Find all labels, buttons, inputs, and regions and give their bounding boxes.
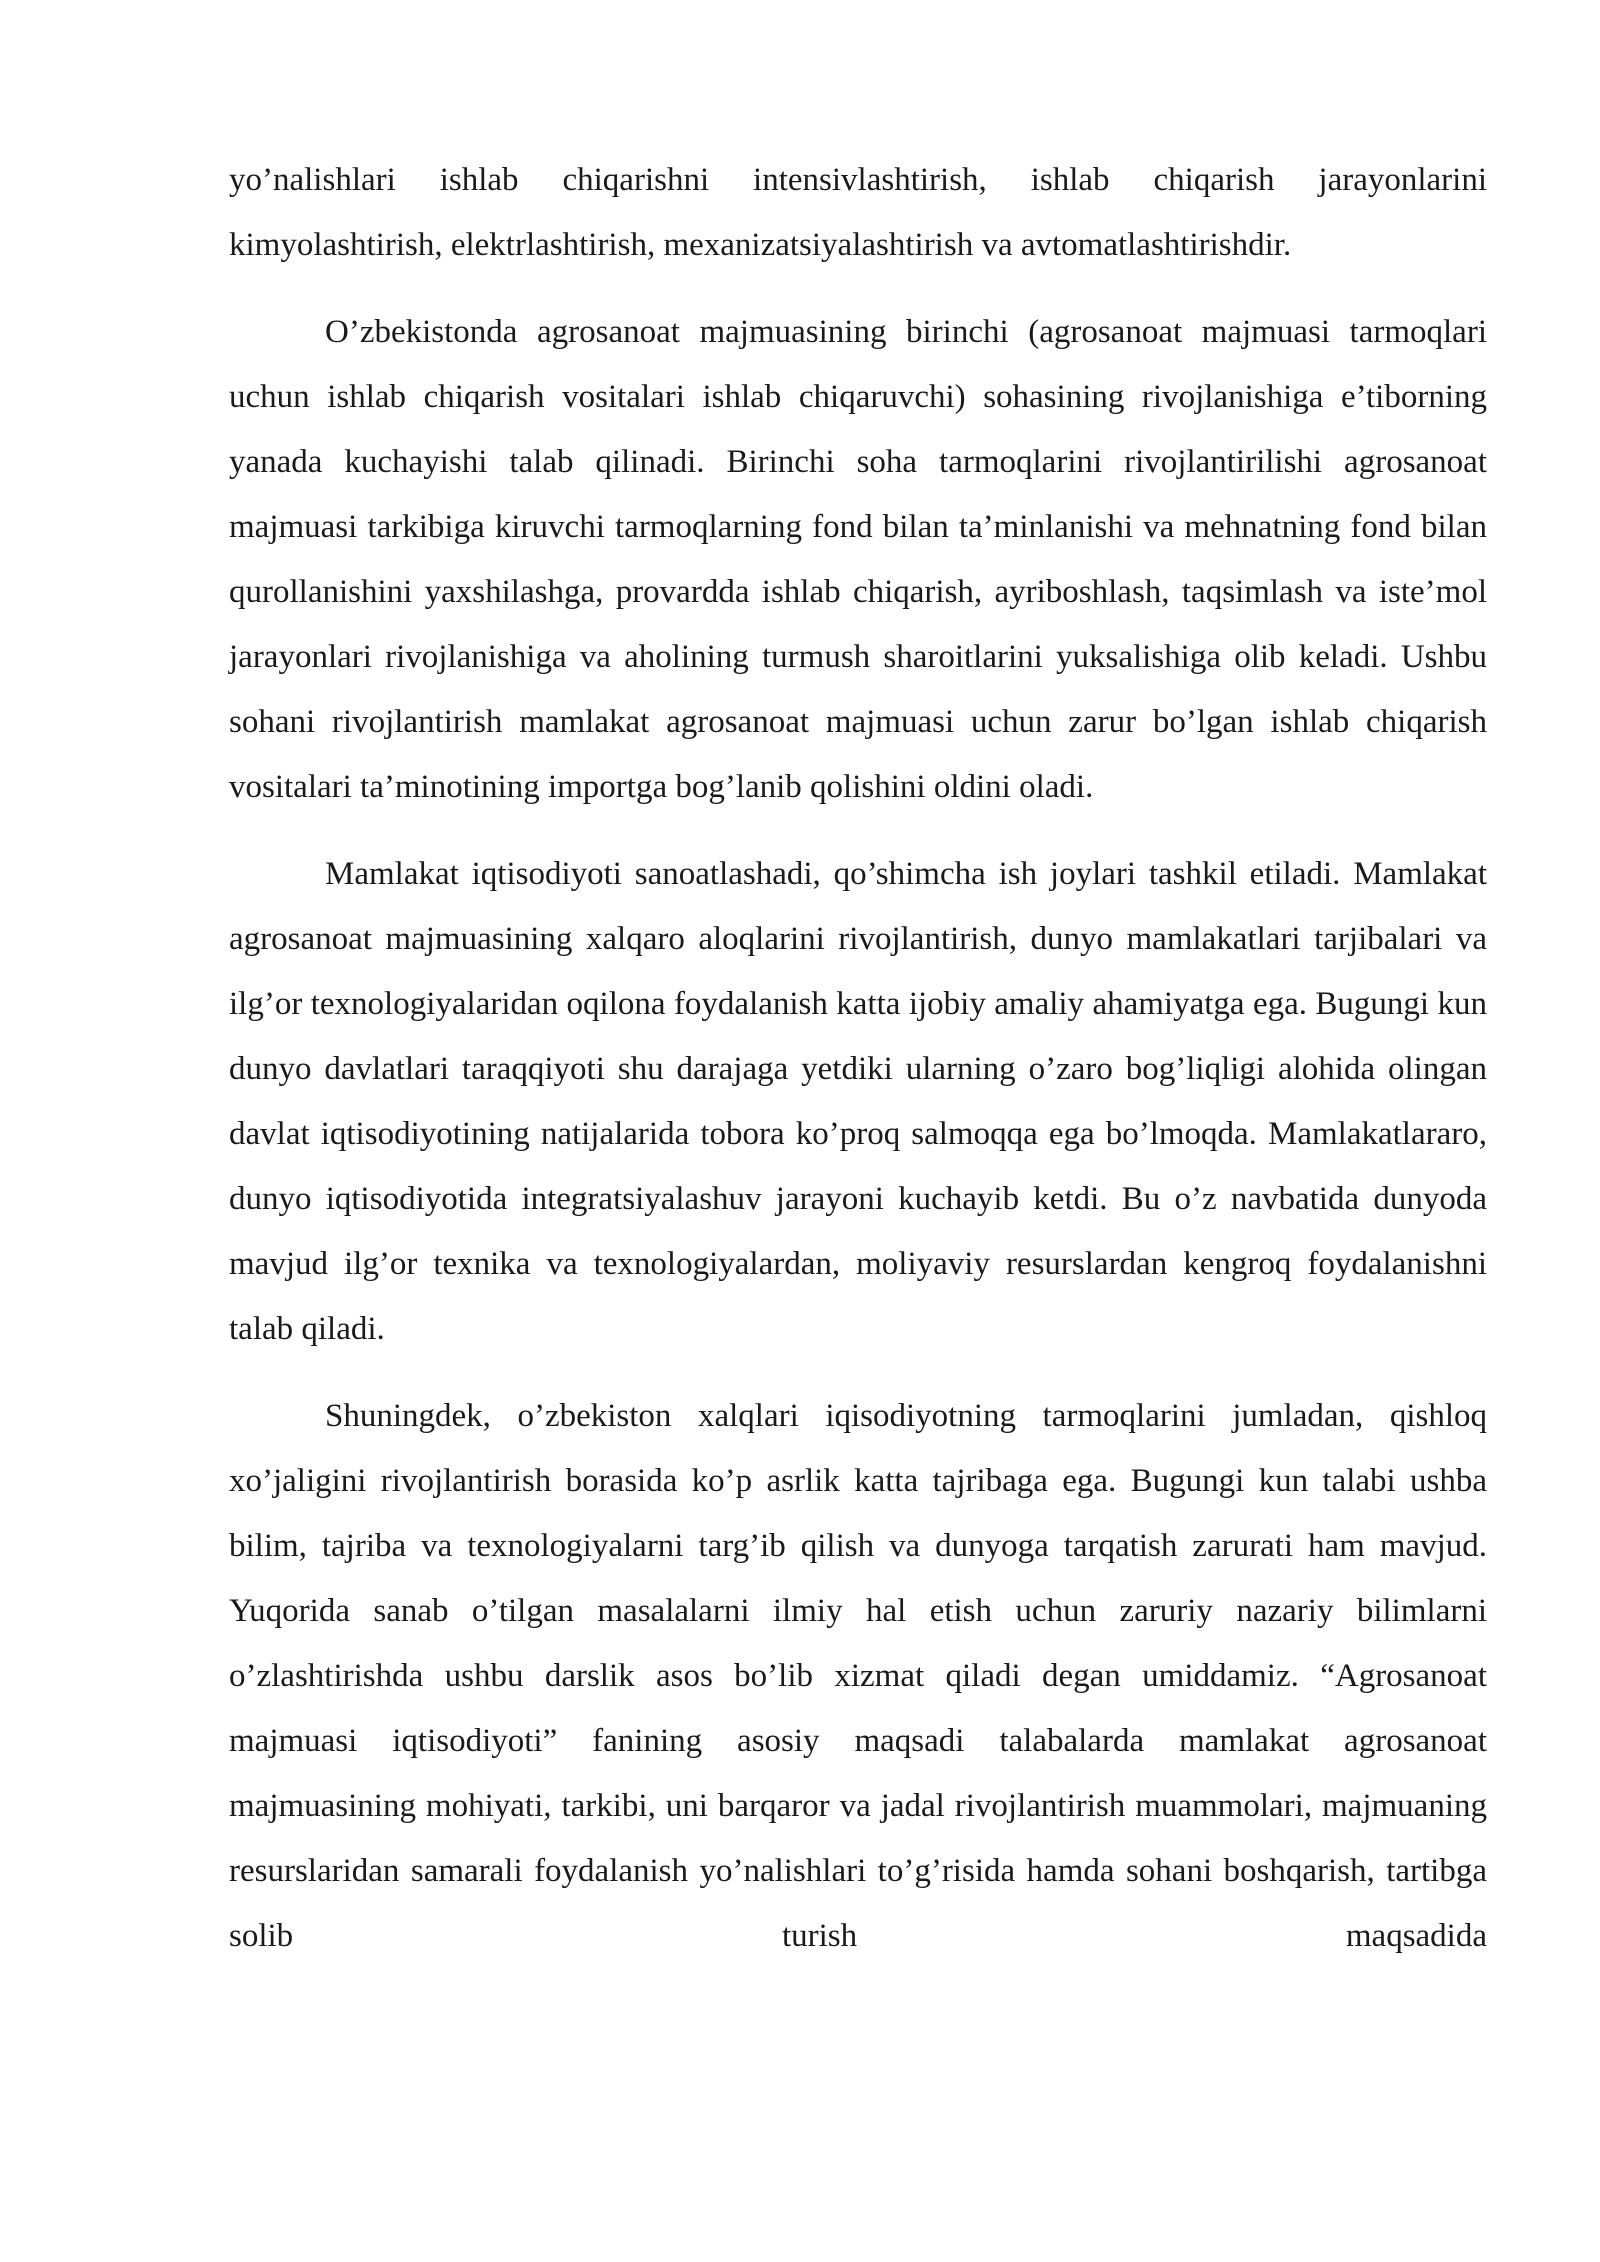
paragraph-course-goal: Shuningdek, o’zbekiston xalqlari iqisodiyotning tarmoqlarini jumladan, qishloq xo’jaligini rivojlantirish borasida ko’p asrlik katta tajribaga ega. Bugungi kun talabi ushba bilim, tajriba va texnologiyalarni targ’ib qilish va dunyoga tarqatish zarurati ham mavjud. Yuqorida sanab o’tilgan masalalarni ilmiy hal etish uchun zaruriy nazariy bilimlarni o’zlashtirishda ushbu darslik asos bo’lib xizmat qiladi degan umiddamiz. “Agrosanoat majmuasi iqtisodiyoti” fanining asosiy maqsadi talabalarda mamlakat agrosanoat majmuasining mohiyati, tarkibi, uni barqaror va jadal rivojlantirish muammolari, majmuaning resurslaridan samarali foydalanish yo’nalishlari to’g’risida hamda sohani boshqarish, tartibga solib turish maqsadida [229, 1398, 1487, 1954]
body-text [229, 148, 1487, 1991]
paragraph-continuation: yo’nalishlari ishlab chiqarishni intensivlashtirish, ishlab chiqarish jarayonlarini kimyolashtirish, elektrlashtirish, mexanizatsiyalashtirish va avtomatlashtirishdir. [229, 162, 1487, 263]
paragraph-international-relations: Mamlakat iqtisodiyoti sanoatlashadi, qo’shimcha ish joylari tashkil etiladi. Mamlakat agrosanoat majmuasining xalqaro aloqlarini rivojlantirish, dunyo mamlakatlari tarjibalari va ilg’or texnologiyalaridan oqilona foydalanish katta ijobiy amaliy ahamiyatga ega. Bugungi kun dunyo davlatlari taraqqiyoti shu darajaga yetdiki ularning o’zaro bog’liqligi alohida olingan davlat iqtisodiyotining natijalarida tobora ko’proq salmoqqa ega bo’lmoqda. Mamlakatlararo, dunyo iqtisodiyotida integratsiyalashuv jarayoni kuchayib ketdi. Bu o’z navbatida dunyoda mavjud ilg’or texnika va texnologiyalardan, moliyaviy resurslardan kengroq foydalanishni talab qiladi. [229, 856, 1487, 1347]
paragraph-agro-first-sector: O’zbekistonda agrosanoat majmuasining birinchi (agrosanoat majmuasi tarmoqlari uchun ishlab chiqarish vositalari ishlab chiqaruvchi) sohasining rivojlanishiga e’tiborning yanada kuchayishi talab qilinadi. Birinchi soha tarmoqlarini rivojlantirilishi agrosanoat majmuasi tarkibiga kiruvchi tarmoqlarning fond bilan ta’minlanishi va mehnatning fond bilan qurollanishini yaxshilashga, provardda ishlab chiqarish, ayriboshlash, taqsimlash va iste’mol jarayonlari rivojlanishiga va aholining turmush sharoitlarini yuksalishiga olib keladi. Ushbu sohani rivojlantirish mamlakat agrosanoat majmuasi uchun zarur bo’lgan ishlab chiqarish vositalari ta’minotining importga bog’lanib qolishini oldini oladi. [229, 314, 1487, 805]
